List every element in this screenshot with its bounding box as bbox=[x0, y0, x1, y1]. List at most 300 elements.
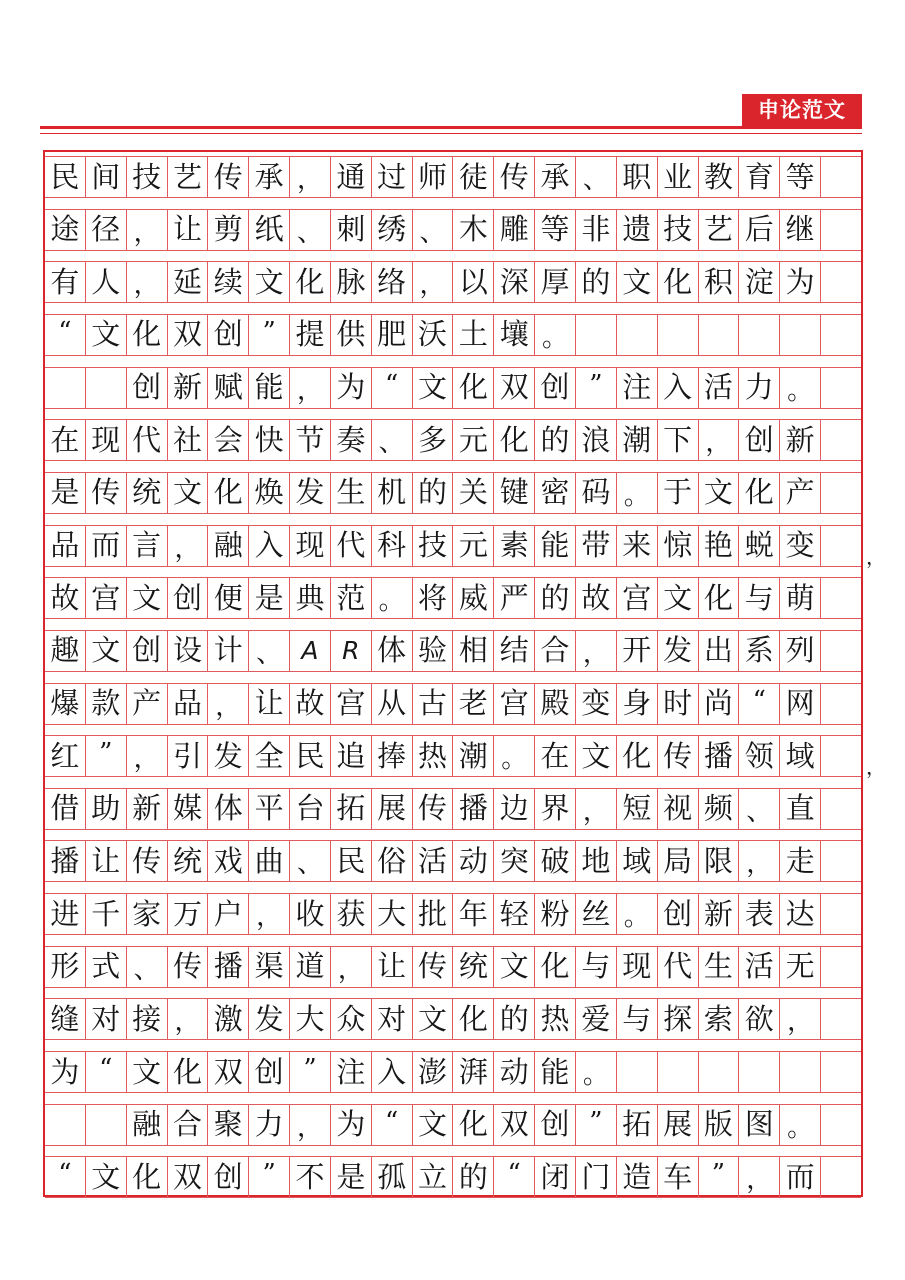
grid-cell: 、 bbox=[249, 631, 290, 671]
grid-cell: 破 bbox=[535, 841, 576, 881]
grid-cell bbox=[658, 315, 699, 355]
grid-cell: 入 bbox=[372, 1052, 413, 1092]
grid-cell: 剪 bbox=[208, 210, 249, 250]
grid-cell: 激 bbox=[208, 999, 249, 1039]
grid-cell: 能 bbox=[535, 526, 576, 566]
grid-cell bbox=[821, 526, 861, 566]
grid-cell: 民 bbox=[290, 736, 331, 776]
grid-cell: 大 bbox=[372, 894, 413, 934]
grid-cell bbox=[821, 420, 861, 460]
grid-cell: 边 bbox=[494, 789, 535, 829]
grid-cell: 而 bbox=[86, 526, 127, 566]
grid-cell: 索 bbox=[699, 999, 740, 1039]
grid-cell: 传 bbox=[127, 841, 168, 881]
grid-cell: 艺 bbox=[168, 157, 209, 197]
grid-cell: 故 bbox=[576, 578, 617, 618]
grid-cell: 的 bbox=[494, 999, 535, 1039]
grid-cell: 土 bbox=[453, 315, 494, 355]
grid-cell: 节 bbox=[290, 420, 331, 460]
grid-cell: 力 bbox=[739, 368, 780, 408]
grid-cell: 继 bbox=[780, 210, 821, 250]
grid-cell: 品 bbox=[45, 526, 86, 566]
grid-cell: 承 bbox=[535, 157, 576, 197]
grid-cell: 、 bbox=[576, 157, 617, 197]
grid-cell: 合 bbox=[535, 631, 576, 671]
grid-cell: 计 bbox=[208, 631, 249, 671]
margin-punctuation-row-12: ， bbox=[866, 755, 886, 780]
grid-cell: ， bbox=[576, 631, 617, 671]
grid-cell: ， bbox=[739, 1157, 780, 1197]
grid-cell: 艳 bbox=[699, 526, 740, 566]
grid-cell: 技 bbox=[658, 210, 699, 250]
grid-cell: 、 bbox=[127, 947, 168, 987]
grid-cell: 拓 bbox=[617, 1105, 658, 1145]
grid-cell: 新 bbox=[168, 368, 209, 408]
grid-cell: 传 bbox=[494, 157, 535, 197]
grid-cell: 统 bbox=[168, 841, 209, 881]
grid-cell: 为 bbox=[331, 1105, 372, 1145]
grid-cell: 是 bbox=[45, 473, 86, 513]
grid-cell: ” bbox=[699, 1157, 740, 1197]
grid-cell: 徒 bbox=[453, 157, 494, 197]
grid-cell bbox=[658, 1052, 699, 1092]
grid-cell: 厚 bbox=[535, 262, 576, 302]
grid-cell: 造 bbox=[617, 1157, 658, 1197]
grid-cell: 播 bbox=[699, 736, 740, 776]
grid-cell: 从 bbox=[372, 684, 413, 724]
grid-cell bbox=[821, 736, 861, 776]
grid-cell: 生 bbox=[331, 473, 372, 513]
grid-cell: 传 bbox=[168, 947, 209, 987]
grid-cell: 文 bbox=[86, 315, 127, 355]
grid-cell: 焕 bbox=[249, 473, 290, 513]
grid-cell: 表 bbox=[739, 894, 780, 934]
grid-cell: 形 bbox=[45, 947, 86, 987]
grid-cell: 与 bbox=[739, 578, 780, 618]
grid-row bbox=[45, 314, 861, 356]
grid-cell: 热 bbox=[535, 999, 576, 1039]
grid-cell: 传 bbox=[413, 947, 454, 987]
grid-cell: ， bbox=[331, 947, 372, 987]
grid-cell: 间 bbox=[86, 157, 127, 197]
grid-cell: 非 bbox=[576, 210, 617, 250]
grid-cell: ” bbox=[576, 1105, 617, 1145]
grid-row bbox=[45, 472, 861, 514]
grid-cell: 续 bbox=[208, 262, 249, 302]
grid-cell bbox=[699, 1052, 740, 1092]
grid-cell: 平 bbox=[249, 789, 290, 829]
grid-cell: 快 bbox=[249, 420, 290, 460]
grid-cell: 肥 bbox=[372, 315, 413, 355]
grid-cell: 让 bbox=[372, 947, 413, 987]
grid-cell: 立 bbox=[413, 1157, 454, 1197]
grid-cell: 有 bbox=[45, 262, 86, 302]
grid-cell: 古 bbox=[413, 684, 454, 724]
grid-cell: 相 bbox=[453, 631, 494, 671]
grid-row bbox=[45, 209, 861, 251]
grid-cell bbox=[821, 999, 861, 1039]
grid-cell: 创 bbox=[127, 368, 168, 408]
grid-cell: 产 bbox=[780, 473, 821, 513]
grid-cell bbox=[821, 157, 861, 197]
grid-cell: 让 bbox=[249, 684, 290, 724]
grid-cell: 艺 bbox=[699, 210, 740, 250]
grid-cell: 频 bbox=[699, 789, 740, 829]
grid-cell: 民 bbox=[331, 841, 372, 881]
grid-cell: 开 bbox=[617, 631, 658, 671]
grid-cell: 壤 bbox=[494, 315, 535, 355]
grid-cell: 络 bbox=[372, 262, 413, 302]
grid-row bbox=[45, 419, 861, 461]
grid-cell: 故 bbox=[45, 578, 86, 618]
grid-cell: ， bbox=[127, 262, 168, 302]
grid-cell: 现 bbox=[617, 947, 658, 987]
grid-cell: 、 bbox=[413, 210, 454, 250]
grid-cell: 热 bbox=[413, 736, 454, 776]
grid-cell: 途 bbox=[45, 210, 86, 250]
grid-cell: 人 bbox=[86, 262, 127, 302]
grid-cell: 文 bbox=[617, 262, 658, 302]
grid-cell: 为 bbox=[780, 262, 821, 302]
margin-punctuation-row-8: ， bbox=[866, 544, 886, 569]
grid-cell: 突 bbox=[494, 841, 535, 881]
grid-cell: 让 bbox=[86, 841, 127, 881]
grid-cell: 积 bbox=[699, 262, 740, 302]
grid-cell: 沃 bbox=[413, 315, 454, 355]
grid-cell: 短 bbox=[617, 789, 658, 829]
grid-cell: 缝 bbox=[45, 999, 86, 1039]
grid-cell: 纸 bbox=[249, 210, 290, 250]
grid-cell: 文 bbox=[127, 578, 168, 618]
grid-cell: 创 bbox=[658, 894, 699, 934]
grid-cell: 捧 bbox=[372, 736, 413, 776]
grid-cell bbox=[86, 1105, 127, 1145]
grid-cell: 活 bbox=[413, 841, 454, 881]
grid-cell: 直 bbox=[780, 789, 821, 829]
grid-cell: 创 bbox=[535, 368, 576, 408]
grid-cell: 合 bbox=[168, 1105, 209, 1145]
grid-cell: 化 bbox=[127, 315, 168, 355]
grid-cell: ” bbox=[249, 315, 290, 355]
grid-cell: 教 bbox=[699, 157, 740, 197]
grid-cell: 绣 bbox=[372, 210, 413, 250]
grid-cell: 宫 bbox=[617, 578, 658, 618]
grid-cell: 科 bbox=[372, 526, 413, 566]
grid-cell: 职 bbox=[617, 157, 658, 197]
grid-cell: 双 bbox=[494, 368, 535, 408]
grid-cell: 为 bbox=[331, 368, 372, 408]
grid-cell: 领 bbox=[739, 736, 780, 776]
grid-cell: ， bbox=[780, 999, 821, 1039]
grid-cell bbox=[821, 789, 861, 829]
grid-cell: 、 bbox=[372, 420, 413, 460]
grid-cell: 元 bbox=[453, 420, 494, 460]
grid-cell: “ bbox=[372, 368, 413, 408]
grid-cell: 化 bbox=[453, 1105, 494, 1145]
grid-cell: 接 bbox=[127, 999, 168, 1039]
grid-row bbox=[45, 525, 861, 567]
grid-cell: 尚 bbox=[699, 684, 740, 724]
grid-cell: 不 bbox=[290, 1157, 331, 1197]
grid-cell: 。 bbox=[617, 473, 658, 513]
grid-cell bbox=[821, 368, 861, 408]
grid-cell: 爱 bbox=[576, 999, 617, 1039]
grid-cell: 萌 bbox=[780, 578, 821, 618]
grid-cell: 大 bbox=[290, 999, 331, 1039]
grid-cell: 技 bbox=[127, 157, 168, 197]
grid-cell: 结 bbox=[494, 631, 535, 671]
grid-cell: 化 bbox=[453, 999, 494, 1039]
grid-cell: 让 bbox=[168, 210, 209, 250]
grid-cell: 发 bbox=[249, 999, 290, 1039]
grid-cell: 创 bbox=[208, 1157, 249, 1197]
grid-cell: 注 bbox=[331, 1052, 372, 1092]
grid-cell: 网 bbox=[780, 684, 821, 724]
grid-cell: 设 bbox=[168, 631, 209, 671]
grid-cell: 注 bbox=[617, 368, 658, 408]
grid-row bbox=[45, 998, 861, 1040]
grid-cell: 域 bbox=[780, 736, 821, 776]
grid-cell bbox=[780, 1052, 821, 1092]
grid-cell: 在 bbox=[535, 736, 576, 776]
grid-cell: 借 bbox=[45, 789, 86, 829]
grid-cell: 展 bbox=[372, 789, 413, 829]
grid-cell bbox=[821, 1157, 861, 1197]
grid-cell bbox=[739, 1052, 780, 1092]
grid-cell: 代 bbox=[658, 947, 699, 987]
grid-cell: 轻 bbox=[494, 894, 535, 934]
grid-cell: 文 bbox=[249, 262, 290, 302]
grid-cell: 品 bbox=[168, 684, 209, 724]
grid-cell: 严 bbox=[494, 578, 535, 618]
grid-cell: 化 bbox=[658, 262, 699, 302]
grid-cell bbox=[699, 315, 740, 355]
grid-cell: ” bbox=[576, 368, 617, 408]
grid-cell: 社 bbox=[168, 420, 209, 460]
grid-cell: 育 bbox=[739, 157, 780, 197]
grid-cell: 双 bbox=[168, 1157, 209, 1197]
grid-cell bbox=[821, 578, 861, 618]
grid-cell: 生 bbox=[699, 947, 740, 987]
grid-cell: 走 bbox=[780, 841, 821, 881]
grid-cell: 创 bbox=[249, 1052, 290, 1092]
grid-cell: 文 bbox=[127, 1052, 168, 1092]
grid-cell: 创 bbox=[168, 578, 209, 618]
grid-row bbox=[45, 1051, 861, 1093]
grid-cell: 的 bbox=[535, 578, 576, 618]
grid-cell: 化 bbox=[494, 420, 535, 460]
grid-cell: 拓 bbox=[331, 789, 372, 829]
grid-cell: 变 bbox=[576, 684, 617, 724]
grid-cell: 。 bbox=[780, 368, 821, 408]
grid-cell: 创 bbox=[208, 315, 249, 355]
grid-cell: “ bbox=[45, 315, 86, 355]
grid-cell: 式 bbox=[86, 947, 127, 987]
grid-cell: 代 bbox=[331, 526, 372, 566]
grid-row bbox=[45, 946, 861, 988]
grid-cell: “ bbox=[494, 1157, 535, 1197]
grid-cell: 将 bbox=[413, 578, 454, 618]
grid-cell: 追 bbox=[331, 736, 372, 776]
grid-cell: 、 bbox=[739, 789, 780, 829]
grid-cell: A bbox=[290, 631, 331, 671]
grid-cell: 界 bbox=[535, 789, 576, 829]
grid-cell: 密 bbox=[535, 473, 576, 513]
grid-cell: 深 bbox=[494, 262, 535, 302]
grid-cell: 列 bbox=[780, 631, 821, 671]
grid-cell: 俗 bbox=[372, 841, 413, 881]
grid-cell: ， bbox=[127, 736, 168, 776]
grid-cell: 在 bbox=[45, 420, 86, 460]
grid-cell: ， bbox=[168, 999, 209, 1039]
grid-cell: 民 bbox=[45, 157, 86, 197]
grid-cell bbox=[821, 947, 861, 987]
grid-cell: 助 bbox=[86, 789, 127, 829]
grid-cell: “ bbox=[372, 1105, 413, 1145]
grid-cell: 范 bbox=[331, 578, 372, 618]
grid-cell: 能 bbox=[535, 1052, 576, 1092]
grid-cell: 为 bbox=[45, 1052, 86, 1092]
grid-cell: 。 bbox=[576, 1052, 617, 1092]
grid-cell: 会 bbox=[208, 420, 249, 460]
grid-cell: 。 bbox=[535, 315, 576, 355]
grid-cell: 码 bbox=[576, 473, 617, 513]
grid-cell: 现 bbox=[290, 526, 331, 566]
grid-cell: 下 bbox=[658, 420, 699, 460]
grid-cell: 融 bbox=[208, 526, 249, 566]
grid-cell: 与 bbox=[576, 947, 617, 987]
grid-cell bbox=[780, 315, 821, 355]
grid-row bbox=[45, 683, 861, 725]
grid-cell: ” bbox=[86, 736, 127, 776]
grid-cell: 传 bbox=[413, 789, 454, 829]
grid-cell: 传 bbox=[208, 157, 249, 197]
grid-cell bbox=[821, 894, 861, 934]
grid-cell: 传 bbox=[658, 736, 699, 776]
grid-cell: 言 bbox=[127, 526, 168, 566]
grid-cell: 元 bbox=[453, 526, 494, 566]
header-rule-thick bbox=[40, 126, 862, 129]
grid-cell: 进 bbox=[45, 894, 86, 934]
grid-cell: 活 bbox=[739, 947, 780, 987]
grid-cell: “ bbox=[45, 1157, 86, 1197]
grid-cell: 宫 bbox=[86, 578, 127, 618]
grid-cell: 延 bbox=[168, 262, 209, 302]
grid-cell bbox=[821, 631, 861, 671]
header-rule-thin bbox=[40, 133, 862, 134]
grid-cell: 带 bbox=[576, 526, 617, 566]
grid-row bbox=[45, 788, 861, 830]
grid-cell: 动 bbox=[453, 841, 494, 881]
grid-cell: 关 bbox=[453, 473, 494, 513]
grid-cell: 孤 bbox=[372, 1157, 413, 1197]
grid-cell: 动 bbox=[494, 1052, 535, 1092]
grid-cell: 承 bbox=[249, 157, 290, 197]
grid-row bbox=[45, 367, 861, 409]
grid-cell: ” bbox=[249, 1157, 290, 1197]
grid-cell: 化 bbox=[617, 736, 658, 776]
grid-cell: 键 bbox=[494, 473, 535, 513]
grid-cell: 发 bbox=[658, 631, 699, 671]
grid-cell: 播 bbox=[45, 841, 86, 881]
grid-cell: 门 bbox=[576, 1157, 617, 1197]
grid-cell: 化 bbox=[739, 473, 780, 513]
grid-cell: 化 bbox=[208, 473, 249, 513]
grid-cell: 出 bbox=[699, 631, 740, 671]
grid-row bbox=[45, 735, 861, 777]
grid-cell: 聚 bbox=[208, 1105, 249, 1145]
grid-cell: 款 bbox=[86, 684, 127, 724]
grid-cell: 视 bbox=[658, 789, 699, 829]
grid-cell: 千 bbox=[86, 894, 127, 934]
grid-cell: 身 bbox=[617, 684, 658, 724]
grid-cell: 化 bbox=[290, 262, 331, 302]
grid-cell: 收 bbox=[290, 894, 331, 934]
grid-cell bbox=[821, 262, 861, 302]
grid-cell: 全 bbox=[249, 736, 290, 776]
grid-cell: 统 bbox=[453, 947, 494, 987]
grid-cell: 淀 bbox=[739, 262, 780, 302]
grid-cell: 爆 bbox=[45, 684, 86, 724]
grid-cell: 展 bbox=[658, 1105, 699, 1145]
grid-cell: 典 bbox=[290, 578, 331, 618]
grid-cell: 无 bbox=[780, 947, 821, 987]
grid-cell: 与 bbox=[617, 999, 658, 1039]
grid-cell: 系 bbox=[739, 631, 780, 671]
grid-cell: 限 bbox=[699, 841, 740, 881]
grid-cell: 验 bbox=[413, 631, 454, 671]
grid-cell bbox=[821, 473, 861, 513]
grid-cell: 而 bbox=[780, 1157, 821, 1197]
grid-row bbox=[45, 893, 861, 935]
grid-cell: 版 bbox=[699, 1105, 740, 1145]
grid-cell bbox=[45, 368, 86, 408]
grid-cell: 文 bbox=[576, 736, 617, 776]
grid-cell: 媒 bbox=[168, 789, 209, 829]
grid-cell: 趣 bbox=[45, 631, 86, 671]
grid-cell: ， bbox=[168, 526, 209, 566]
grid-cell: 、 bbox=[290, 210, 331, 250]
grid-cell: 现 bbox=[86, 420, 127, 460]
grid-cell bbox=[576, 315, 617, 355]
grid-cell bbox=[617, 1052, 658, 1092]
grid-cell: 化 bbox=[127, 1157, 168, 1197]
grid-cell: 丝 bbox=[576, 894, 617, 934]
grid-cell bbox=[821, 210, 861, 250]
grid-cell: 创 bbox=[739, 420, 780, 460]
grid-cell: 变 bbox=[780, 526, 821, 566]
grid-cell: “ bbox=[739, 684, 780, 724]
grid-row bbox=[45, 577, 861, 619]
grid-cell: 机 bbox=[372, 473, 413, 513]
grid-cell: ， bbox=[413, 262, 454, 302]
grid-cell: 。 bbox=[617, 894, 658, 934]
grid-cell: 对 bbox=[86, 999, 127, 1039]
grid-cell bbox=[821, 1105, 861, 1145]
grid-cell: 。 bbox=[494, 736, 535, 776]
grid-cell: 入 bbox=[249, 526, 290, 566]
grid-cell: 殿 bbox=[535, 684, 576, 724]
grid-cell: 的 bbox=[535, 420, 576, 460]
grid-cell: R bbox=[331, 631, 372, 671]
grid-cell: 地 bbox=[576, 841, 617, 881]
grid-cell: 红 bbox=[45, 736, 86, 776]
grid-cell: 道 bbox=[290, 947, 331, 987]
grid-cell: 来 bbox=[617, 526, 658, 566]
grid-cell: ， bbox=[699, 420, 740, 460]
grid-cell: 体 bbox=[208, 789, 249, 829]
grid-cell: 新 bbox=[699, 894, 740, 934]
